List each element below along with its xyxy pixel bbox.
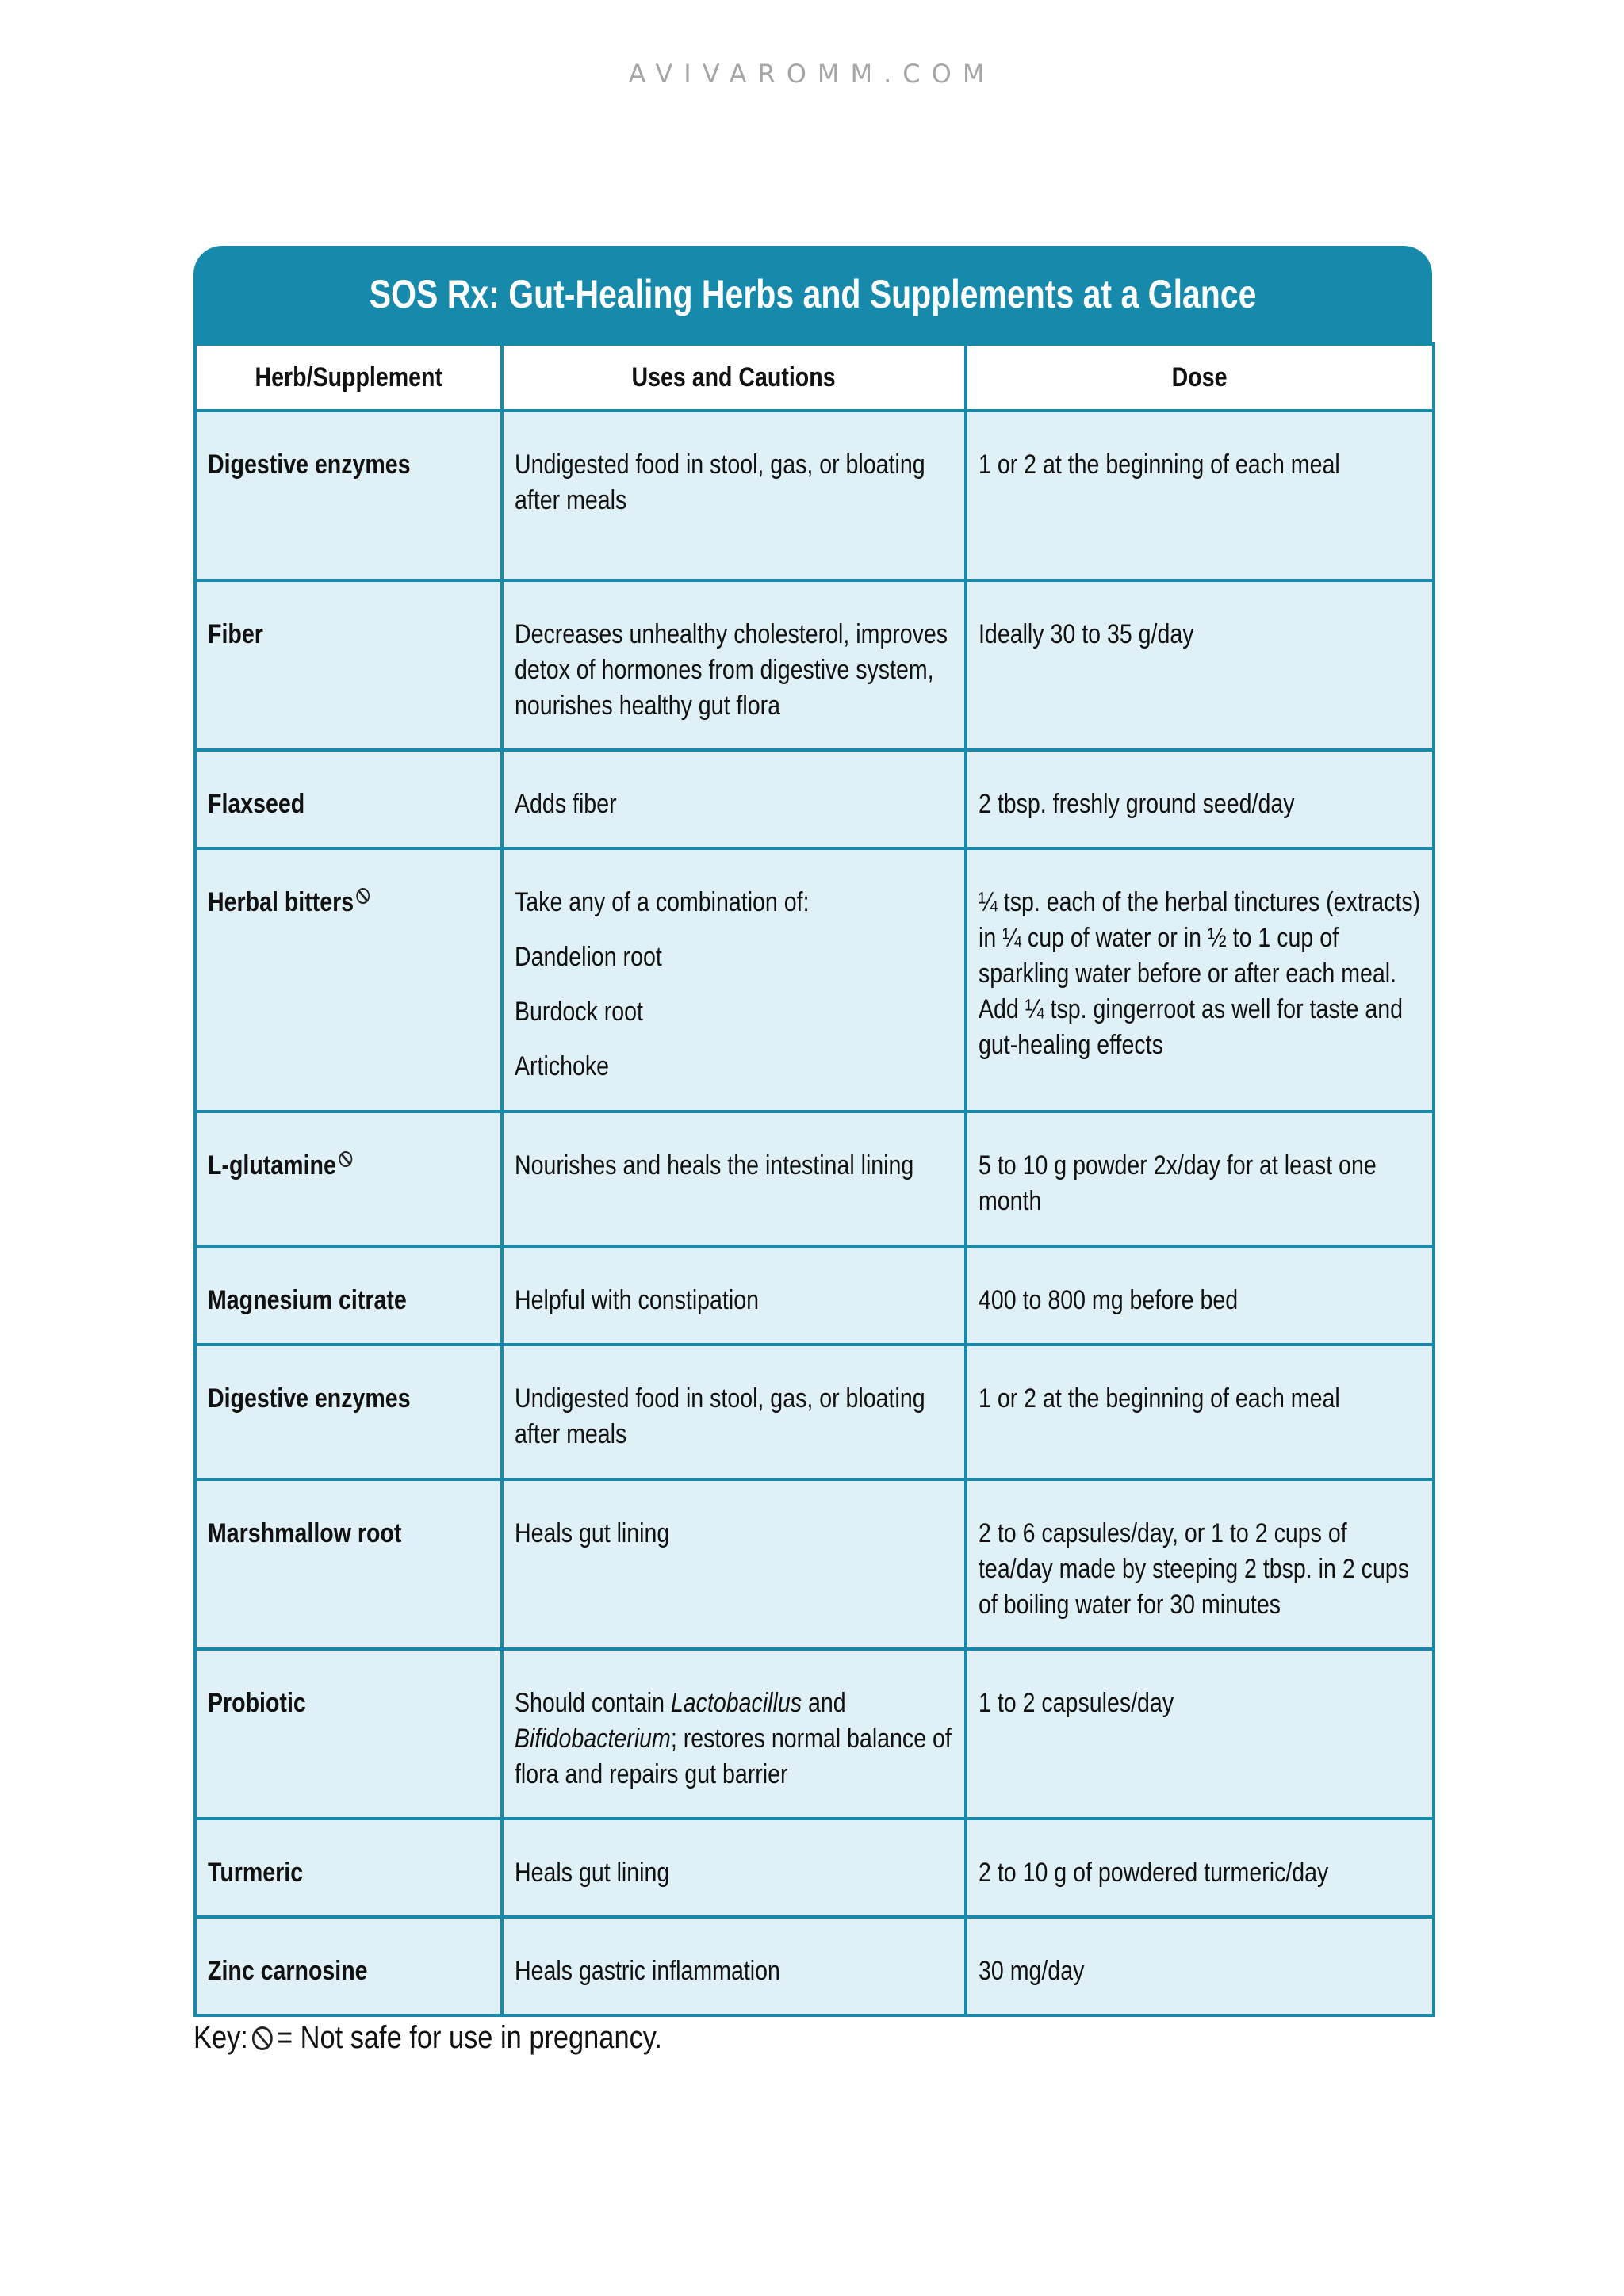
uses-cell: Undigested food in stool, gas, or bloating after meals: [502, 411, 966, 580]
uses-cell: Heals gut lining: [502, 1479, 966, 1649]
table-row: [195, 1819, 1434, 1917]
uses-cell: Adds fiber: [502, 750, 966, 848]
herb-cell: L-glutamine: [195, 1112, 502, 1246]
herb-cell: Flaxseed: [195, 750, 502, 848]
uses-cell: Undigested food in stool, gas, or bloating after meals: [502, 1345, 966, 1479]
table-header-row: [195, 344, 1434, 411]
dose-cell: ¼ tsp. each of the herbal tinctures (extracts) in ¼ cup of water or in ½ to 1 cup of sparkling water before or after each meal. Add ¼ tsp. gingerroot as well for taste and gut-healing effects: [966, 848, 1434, 1112]
uses-cell: Heals gut lining: [502, 1819, 966, 1917]
table-row: [195, 1345, 1434, 1479]
site-header: AVIVAROMM.COM: [628, 59, 996, 89]
herb-cell: Fiber: [195, 580, 502, 750]
table-row: [195, 1112, 1434, 1246]
dose-cell: 30 mg/day: [966, 1917, 1434, 2015]
table-row: [195, 1649, 1434, 1819]
table-row: [195, 1917, 1434, 2015]
uses-cell: Decreases unhealthy cholesterol, improves detox of hormones from digestive system, nourishes healthy gut flora: [502, 580, 966, 750]
list-item: Dandelion root: [515, 942, 662, 972]
header-uses: Uses and Cautions: [502, 344, 966, 411]
uses-cell: Heals gastric inflammation: [502, 1917, 966, 2015]
uses-cell: [502, 848, 966, 1112]
dose-cell: 400 to 800 mg before bed: [966, 1246, 1434, 1345]
herb-cell: Turmeric: [195, 1819, 502, 1917]
dose-cell: 1 or 2 at the beginning of each meal: [966, 1345, 1434, 1479]
not-safe-pregnancy-icon: [252, 2026, 273, 2050]
table-row: [195, 580, 1434, 750]
dose-cell: 1 to 2 capsules/day: [966, 1649, 1434, 1819]
table-row: [195, 411, 1434, 580]
table-row: [195, 750, 1434, 848]
key-prefix: Key:: [193, 2020, 248, 2055]
dose-cell: 2 to 10 g of powdered turmeric/day: [966, 1819, 1434, 1917]
herb-cell: Herbal bitters: [195, 848, 502, 1112]
herb-cell: Digestive enzymes: [195, 1345, 502, 1479]
table-row: [195, 1479, 1434, 1649]
uses-cell: Helpful with constipation: [502, 1246, 966, 1345]
supplement-table-card: [193, 246, 1432, 2017]
list-item: Artichoke: [515, 1051, 610, 1081]
uses-cell: Nourishes and heals the intestinal lining: [502, 1112, 966, 1246]
list-item: Burdock root: [515, 997, 643, 1027]
uses-cell: Should contain Lactobacillus and Bifidobacterium; restores normal balance of flora and repairs gut barrier: [502, 1649, 966, 1819]
key-legend: [193, 2020, 738, 2056]
not-safe-pregnancy-icon: [356, 888, 370, 904]
not-safe-pregnancy-icon: [339, 1151, 352, 1167]
dose-cell: Ideally 30 to 35 g/day: [966, 580, 1434, 750]
herb-cell: Marshmallow root: [195, 1479, 502, 1649]
herb-cell: Probiotic: [195, 1649, 502, 1819]
table-title-bar: [193, 246, 1432, 342]
table-title: SOS Rx: Gut-Healing Herbs and Supplements at a Glance: [369, 272, 1257, 316]
dose-cell: 1 or 2 at the beginning of each meal: [966, 411, 1434, 580]
dose-cell: 2 tbsp. freshly ground seed/day: [966, 750, 1434, 848]
supplement-table: [193, 342, 1435, 2017]
dose-cell: 2 to 6 capsules/day, or 1 to 2 cups of tea/day made by steeping 2 tbsp. in 2 cups of boiling water for 30 minutes: [966, 1479, 1434, 1649]
key-text: = Not safe for use in pregnancy.: [276, 2020, 662, 2055]
table-row: [195, 1246, 1434, 1345]
table-row: [195, 848, 1434, 1112]
uses-intro: Take any of a combination of:: [515, 887, 810, 917]
header-herb: Herb/Supplement: [195, 344, 502, 411]
dose-cell: 5 to 10 g powder 2x/day for at least one month: [966, 1112, 1434, 1246]
header-dose: Dose: [966, 344, 1434, 411]
herb-cell: Magnesium citrate: [195, 1246, 502, 1345]
herb-cell: Digestive enzymes: [195, 411, 502, 580]
herb-cell: Zinc carnosine: [195, 1917, 502, 2015]
